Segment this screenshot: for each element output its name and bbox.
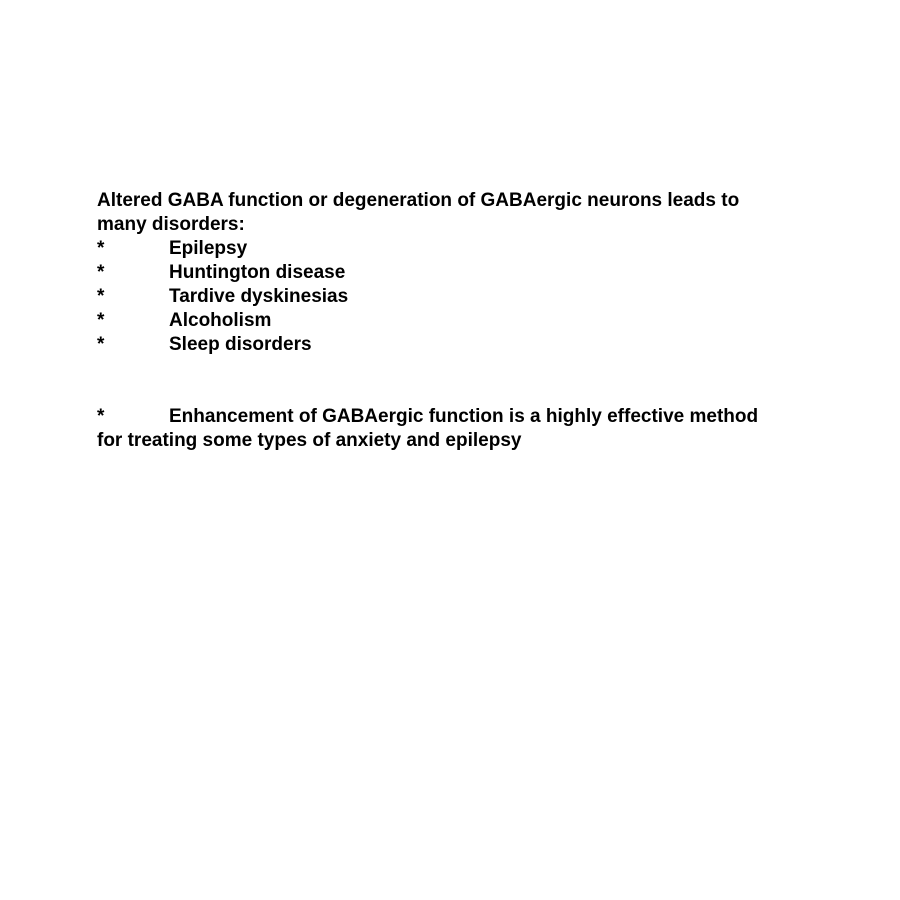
text-block (97, 189, 817, 453)
intro-line-2: many disorders: (97, 214, 245, 235)
list-item (97, 285, 817, 309)
note-item (97, 405, 817, 429)
disorder-item-alcoholism: Alcoholism (169, 310, 272, 331)
list-item (97, 261, 817, 285)
note-line-1: Enhancement of GABAergic function is a highly effective method (169, 406, 759, 427)
disorder-item-epilepsy: Epilepsy (169, 238, 248, 259)
bullet-marker: * (97, 334, 105, 355)
bullet-marker: * (97, 310, 105, 331)
spacer (97, 357, 817, 405)
bullet-marker: * (97, 238, 105, 259)
disorder-item-tardive: Tardive dyskinesias (169, 286, 349, 307)
intro-line-1: Altered GABA function or degeneration of GABAergic neurons leads to (97, 190, 740, 211)
disorder-item-huntington: Huntington disease (169, 262, 346, 283)
bullet-marker: * (97, 406, 105, 427)
bullet-marker: * (97, 286, 105, 307)
list-item (97, 237, 817, 261)
note-line-2: for treating some types of anxiety and epilepsy (97, 430, 522, 451)
bullet-marker: * (97, 262, 105, 283)
disorder-item-sleep: Sleep disorders (169, 334, 312, 355)
list-item (97, 309, 817, 333)
list-item (97, 333, 817, 357)
